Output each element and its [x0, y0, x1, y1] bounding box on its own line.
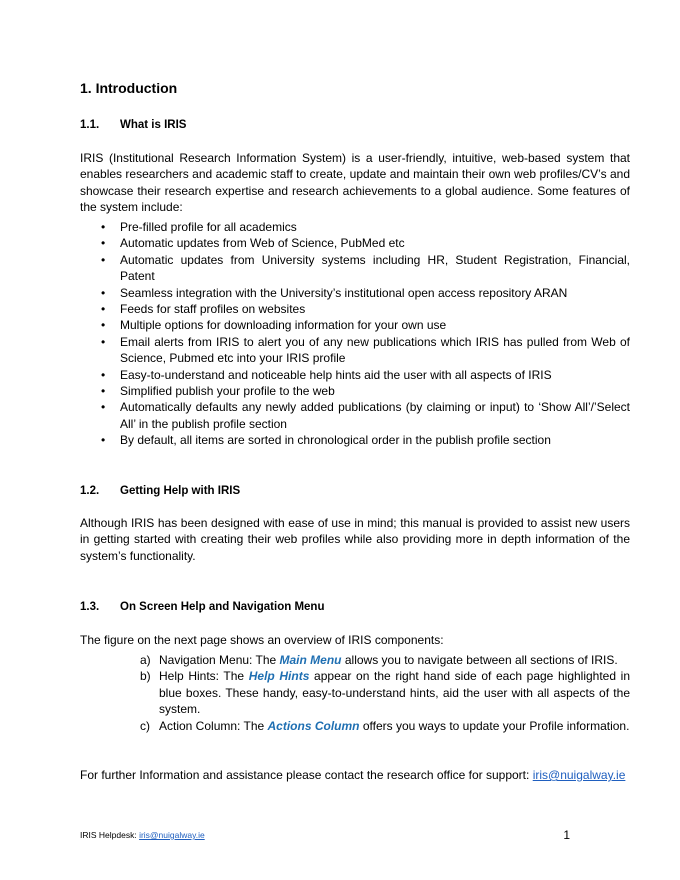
- page-footer: [80, 830, 570, 840]
- footer-email-link[interactable]: iris@nuigalway.ie: [139, 830, 205, 840]
- list-marker: a): [140, 653, 151, 667]
- list-item: • Multiple options for downloading information for your own use: [101, 318, 447, 333]
- main-menu-highlight: Main Menu: [279, 653, 342, 667]
- list-item: • Feeds for staff profiles on websites: [101, 302, 306, 317]
- subsection-heading-what-is-iris: [80, 119, 186, 131]
- components-list: [140, 652, 630, 734]
- subsection-title: On Screen Help and Navigation Menu: [120, 601, 325, 613]
- bullet-icon: •: [101, 400, 106, 415]
- bullet-icon: •: [101, 318, 106, 333]
- list-item: a) Navigation Menu: The Main Menu allows you to navigate between all sections of IRIS.: [140, 653, 618, 667]
- bullet-icon: •: [101, 302, 106, 317]
- list-item: b) Help Hints: The Help Hints appear on the right hand side of each page highlighted in blue boxes. These handy, easy-to-understand hints, aid the user with all aspects of the system.: [140, 669, 631, 717]
- bullet-icon: •: [101, 220, 106, 234]
- subsection-number: 1.3.: [80, 601, 100, 613]
- bullet-icon: •: [101, 285, 106, 300]
- bullet-icon: •: [101, 334, 106, 349]
- list-item: • Automatic updates from Web of Science, PubMed etc: [101, 236, 405, 251]
- bullet-icon: •: [101, 433, 106, 448]
- subsection-heading-on-screen-help: [80, 601, 324, 613]
- footer-label: IRIS Helpdesk:: [80, 830, 140, 840]
- list-item: • By default, all items are sorted in chronological order in the publish profile section: [101, 433, 551, 448]
- section-heading-introduction: 1. Introduction: [80, 80, 178, 96]
- list-item: • Seamless integration with the University’s institutional open access repository ARAN: [101, 285, 568, 300]
- bullet-icon: •: [101, 367, 106, 382]
- list-item: c) Action Column: The Actions Column offers you ways to update your Profile information.: [140, 718, 630, 733]
- list-marker: c): [140, 718, 150, 733]
- figure-intro-paragraph: The figure on the next page shows an overview of IRIS components:: [80, 633, 444, 647]
- contact-paragraph: For further Information and assistance please contact the research office for support: iris@nuigalway.ie: [80, 768, 626, 782]
- list-item: • Easy-to-understand and noticeable help hints aid the user with all aspects of IRIS: [101, 367, 552, 382]
- list-item: • Automatic updates from University systems including HR, Student Registration, Financial, Patent: [101, 252, 630, 284]
- contact-email-link[interactable]: iris@nuigalway.ie: [532, 768, 626, 782]
- subsection-heading-getting-help: [80, 485, 240, 497]
- bullet-icon: •: [101, 384, 106, 399]
- subsection-title: Getting Help with IRIS: [120, 485, 241, 497]
- list-item: • Automatically defaults any newly added publications (by claiming or input) to ‘Show All’/’Select All’ in the publish profile section: [101, 400, 630, 431]
- bullet-icon: •: [101, 252, 106, 267]
- bullet-icon: •: [101, 236, 106, 251]
- actions-column-highlight: Actions Column: [267, 718, 360, 733]
- help-hints-highlight: Help Hints: [248, 669, 310, 684]
- subsection-number: 1.2.: [80, 485, 100, 497]
- subsection-title: What is IRIS: [120, 119, 187, 131]
- list-item: • Email alerts from IRIS to alert you of any new publications which IRIS has pulled from Web of Science, Pubmed etc into your IRIS profile: [101, 334, 630, 366]
- features-list: [80, 219, 630, 449]
- list-marker: b): [140, 669, 151, 684]
- help-paragraph: Although IRIS has been designed with ease of use in mind; this manual is provided to assist new users in getting started with creating their web profiles while also providing more in depth information of the system’s functionality.: [80, 516, 630, 563]
- subsection-number: 1.1.: [80, 119, 100, 131]
- list-item: • Pre-filled profile for all academics: [101, 220, 297, 234]
- page-number: 1: [563, 828, 570, 842]
- intro-paragraph: IRIS (Institutional Research Information System) is a user-friendly, intuitive, web-based system that enables researchers and academic staff to create, update and maintain their own web profiles/CV’s and showcase their research expertise and research achievements to a global audience. Some features of the system include:: [80, 151, 630, 215]
- list-item: • Simplified publish your profile to the web: [101, 384, 335, 399]
